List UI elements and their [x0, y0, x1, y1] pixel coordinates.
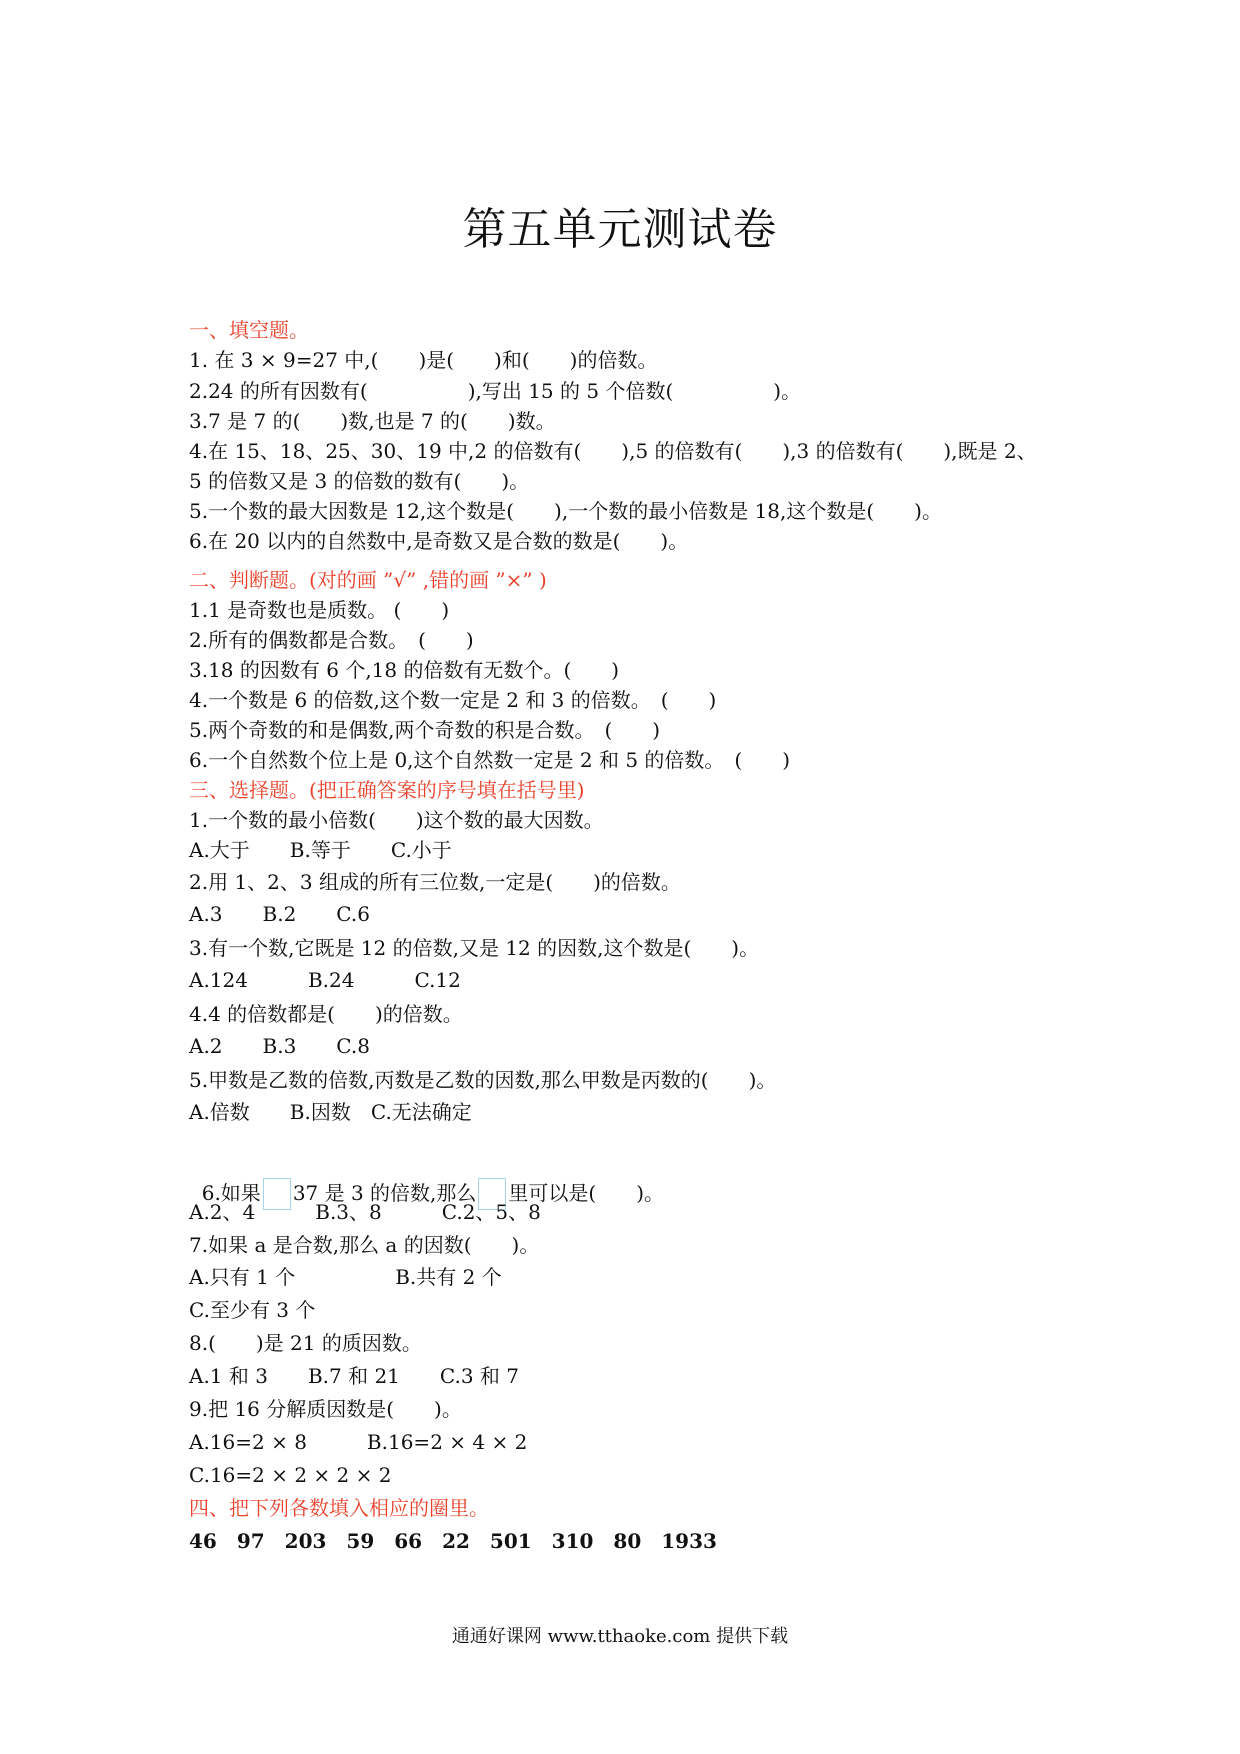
- answer-options: C.至少有 3 个: [189, 1298, 316, 1322]
- question-text: 4.在 15、18、25、30、19 中,2 的倍数有( ),5 的倍数有( ),3 的倍数有( ),既是 2、: [189, 439, 1037, 463]
- footer-credit: 通通好课网 www.tthaoke.com 提供下载: [451, 1626, 789, 1647]
- question-text: 6.一个自然数个位上是 0,这个自然数一定是 2 和 5 的倍数。 ( ): [189, 748, 791, 772]
- section-heading-multiple-choice: 三、选择题。(把正确答案的序号填在括号里): [189, 778, 585, 802]
- answer-options: A.倍数 B.因数 C.无法确定: [189, 1100, 472, 1124]
- question-text-part: 37 是 3 的倍数,那么: [292, 1181, 477, 1205]
- question-text: 8.( )是 21 的质因数。: [189, 1331, 422, 1355]
- question-text: 2.所有的偶数都是合数。 ( ): [189, 628, 474, 652]
- section-heading-true-false: 二、判断题。(对的画 ”√” ,错的画 ”×” ): [189, 568, 547, 592]
- answer-options: A.2、4 B.3、8 C.2、5、8: [189, 1200, 541, 1224]
- question-text: 5.一个数的最大因数是 12,这个数是( ),一个数的最小倍数是 18,这个数是( )。: [189, 499, 942, 523]
- answer-options: A.1 和 3 B.7 和 21 C.3 和 7: [189, 1364, 520, 1388]
- question-text: 2.用 1、2、3 组成的所有三位数,一定是( )的倍数。: [189, 870, 681, 894]
- question-text: 1.一个数的最小倍数( )这个数的最大因数。: [189, 808, 604, 832]
- question-text: 1. 在 3 × 9=27 中,( )是( )和( )的倍数。: [189, 348, 658, 372]
- question-text: 5 的倍数又是 3 的倍数的数有( )。: [189, 469, 530, 493]
- question-text: 6.在 20 以内的自然数中,是奇数又是合数的数是( )。: [189, 529, 689, 553]
- answer-options: A.3 B.2 C.6: [189, 902, 370, 926]
- question-text: 2.24 的所有因数有( ),写出 15 的 5 个倍数( )。: [189, 379, 802, 403]
- question-text: 4.4 的倍数都是( )的倍数。: [189, 1002, 463, 1026]
- question-text: 1.1 是奇数也是质数。 ( ): [189, 598, 450, 622]
- question-text: 3.18 的因数有 6 个,18 的倍数有无数个。( ): [189, 658, 620, 682]
- question-text: 3.7 是 7 的( )数,也是 7 的( )数。: [189, 409, 556, 433]
- answer-options: A.16=2 × 8 B.16=2 × 4 × 2: [189, 1430, 528, 1454]
- question-text: 5.甲数是乙数的倍数,丙数是乙数的因数,那么甲数是丙数的( )。: [189, 1068, 777, 1092]
- question-text: 4.一个数是 6 的倍数,这个数一定是 2 和 3 的倍数。 ( ): [189, 688, 717, 712]
- question-text-part: 里可以是( )。: [508, 1181, 665, 1205]
- answer-options: A.大于 B.等于 C.小于: [189, 838, 452, 862]
- answer-options: A.2 B.3 C.8: [189, 1034, 370, 1058]
- answer-options: A.只有 1 个 B.共有 2 个: [189, 1265, 502, 1289]
- page-title: 第五单元测试卷: [462, 204, 778, 255]
- answer-options: C.16=2 × 2 × 2 × 2: [189, 1463, 392, 1487]
- question-text-part: 6.如果: [201, 1181, 261, 1205]
- answer-options: A.124 B.24 C.12: [189, 968, 461, 992]
- question-text: 3.有一个数,它既是 12 的倍数,又是 12 的因数,这个数是( )。: [189, 936, 760, 960]
- number-list: 46 97 203 59 66 22 501 310 80 1933: [189, 1529, 717, 1553]
- section-heading-classify: 四、把下列各数填入相应的圈里。: [189, 1496, 489, 1520]
- question-text: 7.如果 a 是合数,那么 a 的因数( )。: [189, 1233, 540, 1257]
- question-text: 5.两个奇数的和是偶数,两个奇数的积是合数。 ( ): [189, 718, 661, 742]
- section-heading-fill-blank: 一、填空题。: [189, 318, 309, 342]
- question-text: 9.把 16 分解质因数是( )。: [189, 1397, 462, 1421]
